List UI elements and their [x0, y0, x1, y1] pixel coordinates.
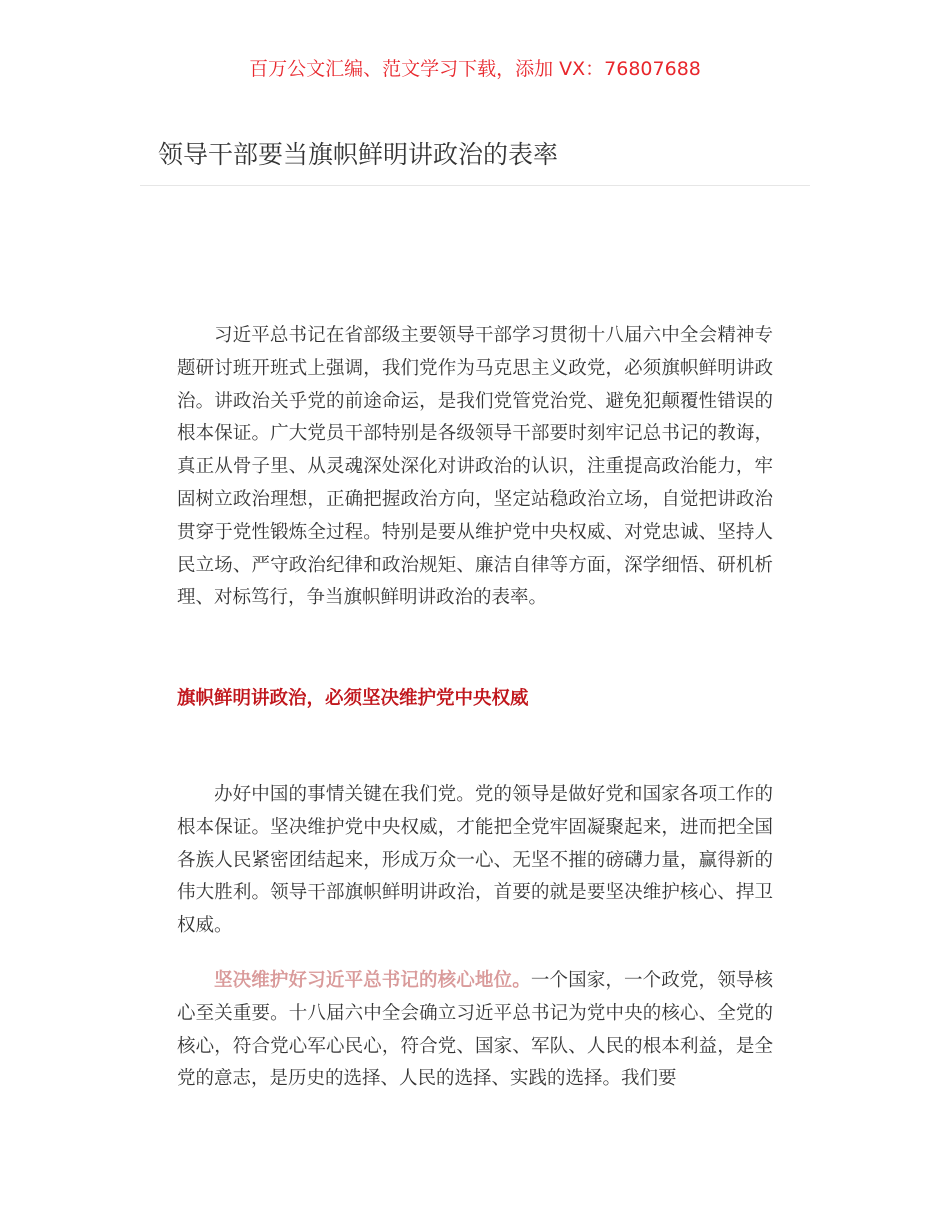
body-paragraph-2-rest: 一个国家，一个政党，领导核心至关重要。十八届六中全会确立习近平总书记为党中央的核心、全党的核心，符合党心军心民心，符合党、国家、军队、人民的根本利益，是全党的意志，是历史的选择、人民的选择、实践的选择。我们要 — [177, 970, 773, 1090]
section-heading: 旗帜鲜明讲政治，必须坚决维护党中央权威 — [177, 688, 529, 709]
body-paragraph-2-text — [177, 965, 773, 1096]
title-divider — [140, 185, 810, 186]
intro-paragraph — [177, 320, 773, 615]
body-paragraph-1 — [177, 779, 773, 943]
intro-paragraph-text: 习近平总书记在省部级主要领导干部学习贯彻十八届六中全会精神专题研讨班开班式上强调，我们党作为马克思主义政党，必须旗帜鲜明讲政治。讲政治关乎党的前途命运，是我们党管党治党、避免犯颠覆性错误的根本保证。广大党员干部特别是各级领导干部要时刻牢记总书记的教诲，真正从骨子里、从灵魂深处深化对讲政治的认识，注重提高政治能力，牢固树立政治理想，正确把握政治方向，坚定站稳政治立场，自觉把讲政治贯穿于党性锻炼全过程。特别是要从维护党中央权威、对党忠诚、坚持人民立场、严守政治纪律和政治规矩、廉洁自律等方面，深学细悟、研机析理、对标笃行，争当旗帜鲜明讲政治的表率。 — [177, 325, 773, 609]
body-paragraph-1-text: 办好中国的事情关键在我们党。党的领导是做好党和国家各项工作的根本保证。坚决维护党中央权威，才能把全党牢固凝聚起来，进而把全国各族人民紧密团结起来，形成万众一心、无坚不摧的磅礴力量，赢得新的伟大胜利。领导干部旗帜鲜明讲政治，首要的就是要坚决维护核心、捍卫权威。 — [177, 784, 773, 937]
article-title: 领导干部要当旗帜鲜明讲政治的表率 — [158, 140, 559, 169]
header-banner: 百万公文汇编、范文学习下载，添加 VX：76807688 — [249, 58, 701, 80]
body-paragraph-2 — [177, 965, 773, 1096]
highlight-phrase: 坚决维护好习近平总书记的核心地位。 — [214, 970, 531, 991]
